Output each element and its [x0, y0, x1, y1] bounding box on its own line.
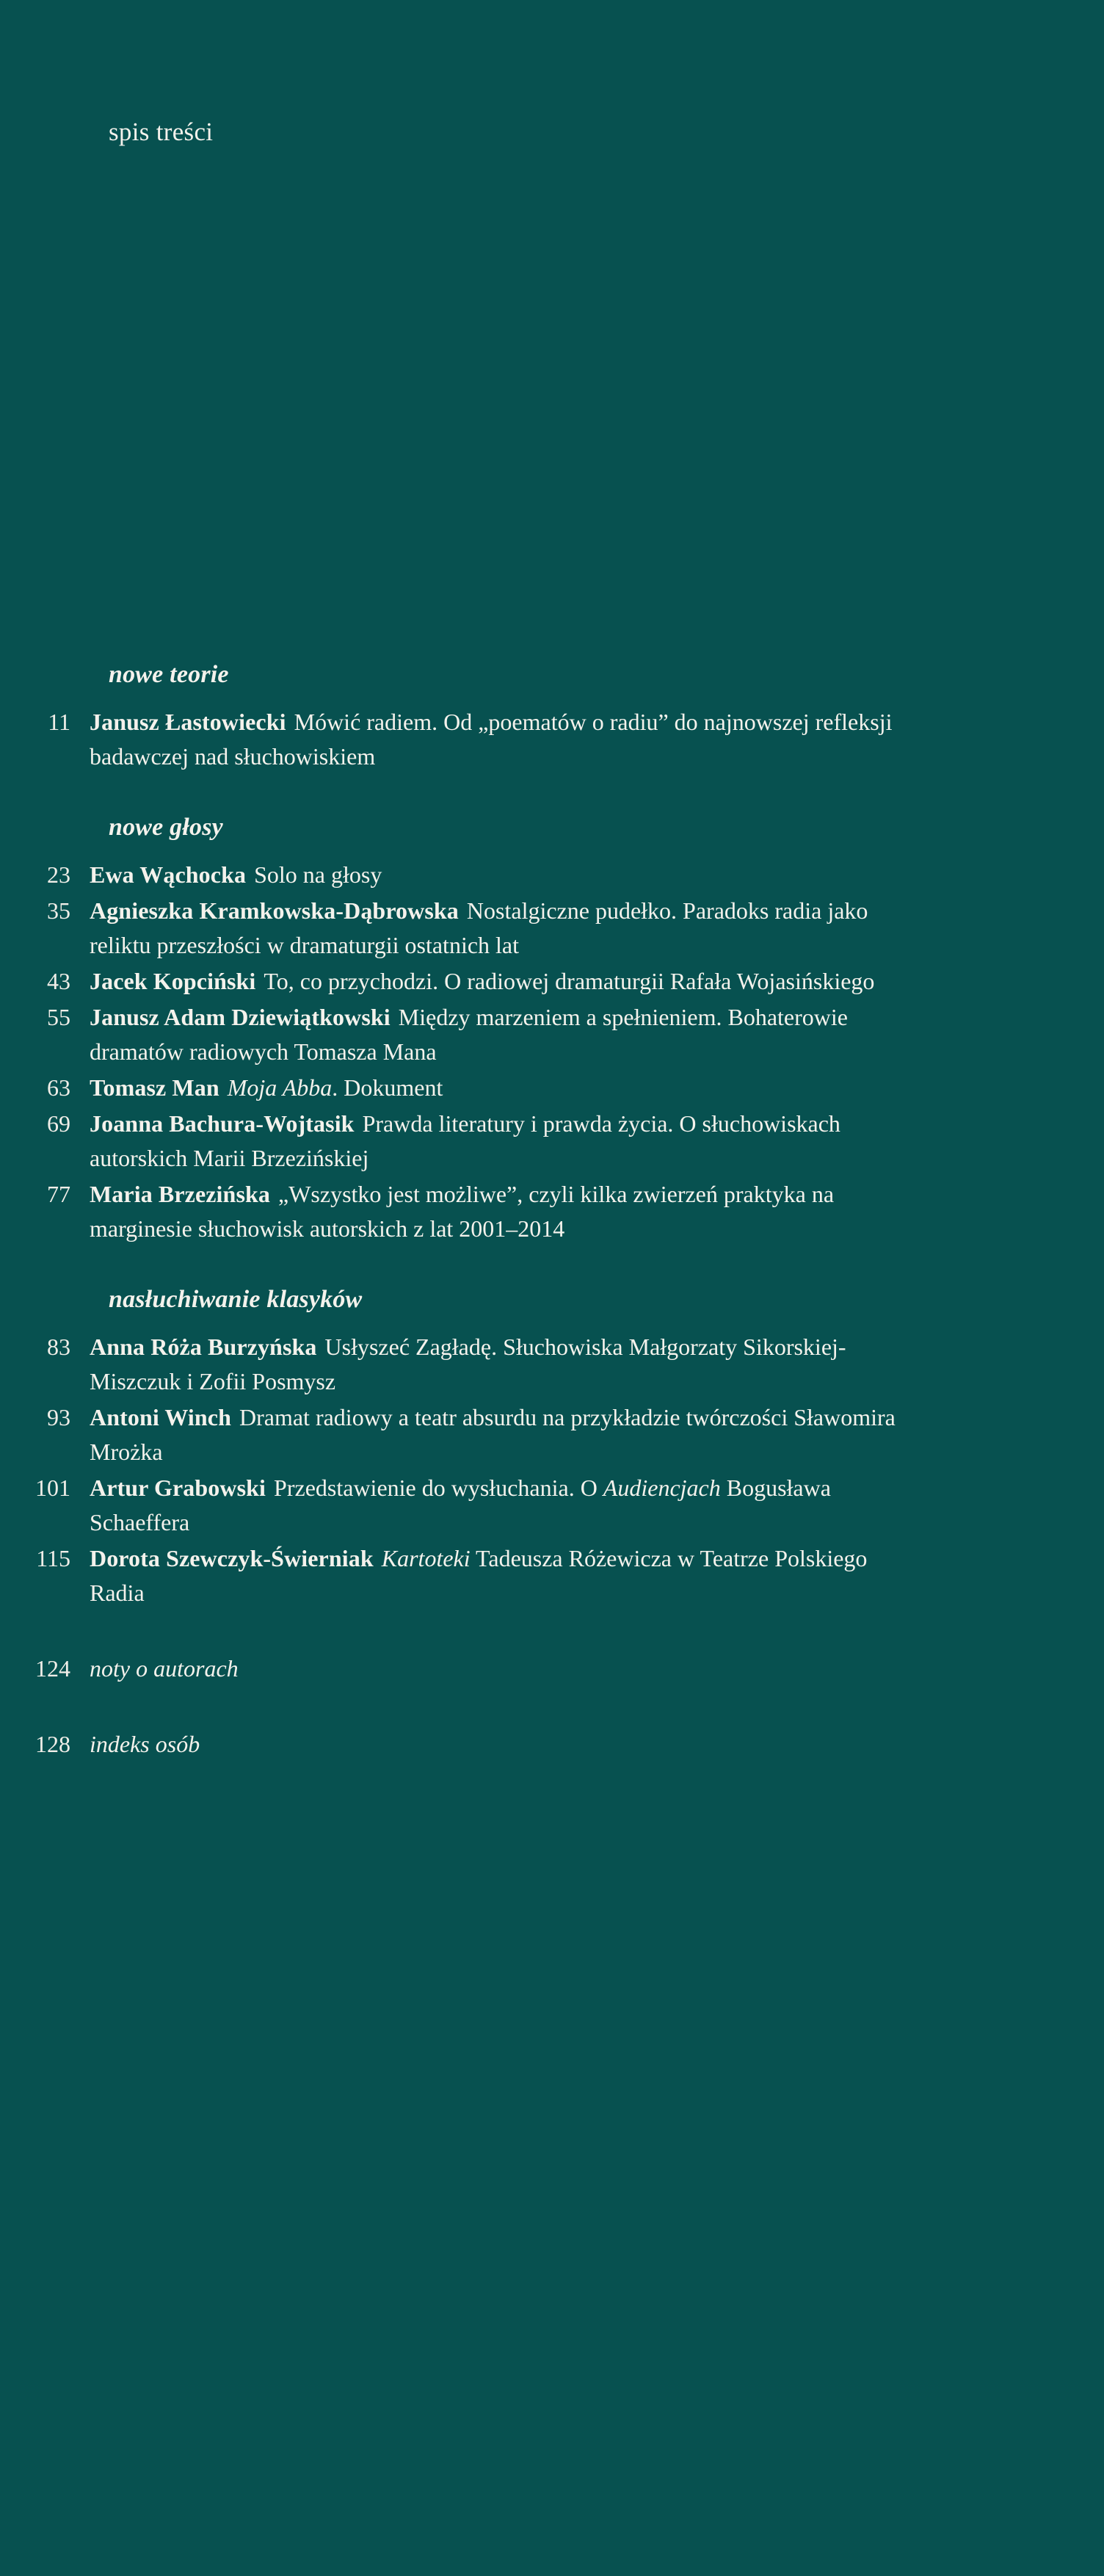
- entry-page-number: 43: [47, 968, 70, 994]
- entry-page-number: 35: [47, 897, 70, 924]
- entry-page-number: 23: [47, 861, 70, 888]
- entry-title: Prawda literatury i prawda życia. O słuchowiskach autorskich Marii Brzezińskiej: [90, 1110, 840, 1171]
- entry-page-number: 128: [35, 1731, 70, 1757]
- entry-author: Dorota Szewczyk-Świerniak: [90, 1545, 374, 1571]
- toc-entry[interactable]: [0, 1000, 1104, 1069]
- entry-author: Artur Grabowski: [90, 1475, 266, 1501]
- entry-author: Anna Róża Burzyńska: [90, 1334, 317, 1360]
- toc-entry[interactable]: [0, 858, 1104, 892]
- entry-author: Ewa Wąchocka: [90, 861, 247, 888]
- entry-label: indeks osób: [90, 1731, 200, 1757]
- section-heading: nasłuchiwanie klasyków: [109, 1286, 363, 1313]
- entry-author: Jacek Kopciński: [90, 968, 256, 994]
- toc-entry[interactable]: [0, 964, 1104, 999]
- section-heading: nowe teorie: [109, 661, 229, 688]
- entry-author: Joanna Bachura-Wojtasik: [90, 1110, 355, 1137]
- entry-title-rest: . Dokument: [332, 1074, 443, 1101]
- toc-entry[interactable]: [0, 1400, 1104, 1469]
- toc-entry-noty-o-autorach[interactable]: [0, 1651, 1104, 1686]
- entry-title-italic: Moja Abba: [227, 1074, 333, 1101]
- toc-entry[interactable]: [0, 705, 1104, 774]
- page-title: spis treści: [109, 117, 214, 146]
- entry-text: [90, 1541, 992, 1610]
- section-heading: nowe głosy: [109, 814, 223, 841]
- toc-entry-indeks-osob[interactable]: [0, 1727, 1104, 1762]
- entry-text: [90, 705, 992, 774]
- entry-text: [90, 1400, 992, 1469]
- entry-author: Janusz Łastowiecki: [90, 709, 286, 735]
- entry-page-number: 83: [47, 1334, 70, 1360]
- entry-text: [90, 1000, 992, 1069]
- entry-page-number: 93: [47, 1404, 70, 1430]
- entry-title-pre: Przedstawienie do wysłuchania. O: [274, 1475, 603, 1501]
- entry-title-rest: Tadeusza Różewicza w Teatrze Polskiego Radia: [90, 1545, 868, 1606]
- toc-section-nowe-glosy: [0, 814, 1104, 1246]
- entry-title-italic: Kartoteki: [381, 1545, 471, 1571]
- entry-title: Mówić radiem. Od „poematów o radiu” do najnowszej refleksji badawczej nad słuchowiskiem: [90, 709, 893, 770]
- entry-text: [90, 1177, 992, 1246]
- entry-label: noty o autorach: [90, 1655, 239, 1682]
- entry-text: [90, 858, 992, 892]
- toc-entry[interactable]: [0, 894, 1104, 963]
- entry-title: „Wszystko jest możliwe”, czyli kilka zwierzeń praktyka na marginesie słuchowisk autorskich z lat 2001–2014: [90, 1181, 835, 1242]
- entry-text: [90, 1071, 992, 1105]
- entry-title: Dramat radiowy a teatr absurdu na przykładzie twórczości Sławomira Mrożka: [90, 1404, 896, 1465]
- entry-page-number: 124: [35, 1655, 70, 1682]
- entry-author: Maria Brzezińska: [90, 1181, 270, 1207]
- entry-page-number: 55: [47, 1004, 70, 1030]
- entry-page-number: 101: [35, 1475, 70, 1501]
- toc-entry[interactable]: [0, 1330, 1104, 1399]
- entry-page-number: 77: [47, 1181, 70, 1207]
- toc-entry[interactable]: [0, 1471, 1104, 1540]
- entry-page-number: 11: [48, 709, 70, 735]
- entry-author: Antoni Winch: [90, 1404, 231, 1430]
- entry-title: Między marzeniem a spełnieniem. Bohaterowie dramatów radiowych Tomasza Mana: [90, 1004, 848, 1065]
- entry-title: Solo na głosy: [254, 861, 382, 888]
- entry-text: [90, 1107, 992, 1176]
- entry-text: [90, 1330, 992, 1399]
- entry-author: Janusz Adam Dziewiątkowski: [90, 1004, 391, 1030]
- toc-entry[interactable]: [0, 1541, 1104, 1610]
- toc-entry[interactable]: [0, 1177, 1104, 1246]
- entry-title-italic: Audiencjach: [603, 1475, 721, 1501]
- toc-entry[interactable]: [0, 1071, 1104, 1105]
- entry-page-number: 63: [47, 1074, 70, 1101]
- entry-text: [90, 1471, 992, 1540]
- entry-page-number: 69: [47, 1110, 70, 1137]
- toc-section-nasluchiwanie-klasykow: [0, 1286, 1104, 1610]
- entry-title-rest: Bogusława Schaeffera: [90, 1475, 831, 1535]
- entry-title: Usłyszeć Zagładę. Słuchowiska Małgorzaty Sikorskiej-Miszczuk i Zofii Posmysz: [90, 1334, 846, 1394]
- table-of-contents: [0, 661, 1104, 1762]
- entry-page-number: 115: [36, 1545, 70, 1571]
- entry-author: Tomasz Man: [90, 1074, 219, 1101]
- toc-section-nowe-teorie: [0, 661, 1104, 774]
- entry-author: Agnieszka Kramkowska-Dąbrowska: [90, 897, 459, 924]
- toc-entry[interactable]: [0, 1107, 1104, 1176]
- entry-title: Nostalgiczne pudełko. Paradoks radia jako reliktu przeszłości w dramaturgii ostatnich lat: [90, 897, 868, 958]
- entry-title: To, co przychodzi. O radiowej dramaturgii Rafała Wojasińskiego: [264, 968, 875, 994]
- entry-text: [90, 894, 992, 963]
- entry-text: [90, 964, 992, 999]
